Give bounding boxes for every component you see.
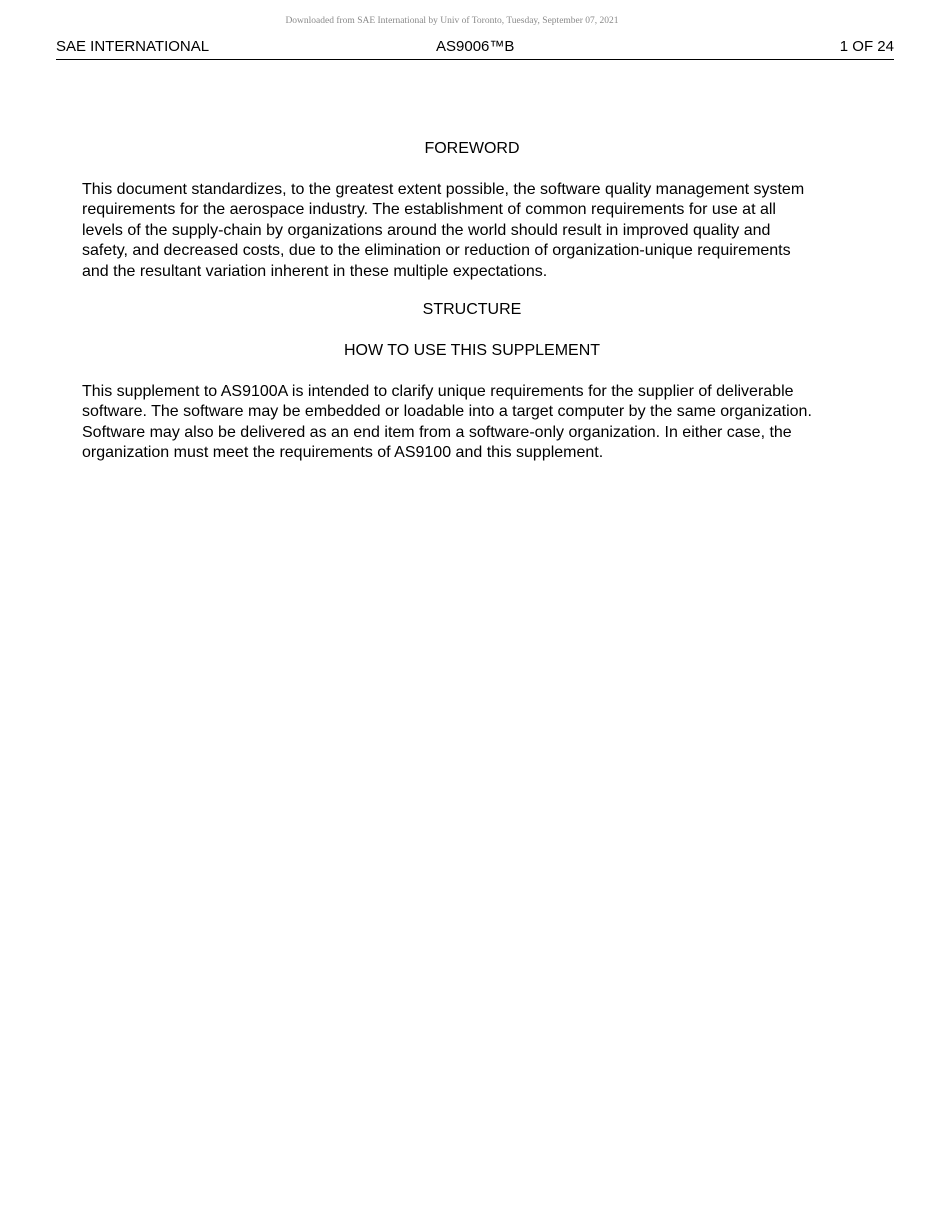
foreword-heading: FOREWORD bbox=[424, 140, 520, 157]
paragraph-line: Software may also be delivered as an end item from a software-only organization. In either case, the bbox=[82, 423, 792, 441]
foreword-paragraph bbox=[82, 180, 804, 282]
paragraph-line: levels of the supply-chain by organizations around the world should result in improved quality and bbox=[82, 221, 771, 239]
publisher-name: SAE INTERNATIONAL bbox=[56, 38, 210, 55]
paragraph-line: This document standardizes, to the greatest extent possible, the software quality management system bbox=[82, 181, 805, 198]
paragraph-line: requirements for the aerospace industry. The establishment of common requirements for use at all bbox=[82, 201, 776, 219]
paragraph-line: software. The software may be embedded or loadable into a target computer by the same organization. bbox=[82, 403, 812, 421]
page-number: 1 OF 24 bbox=[839, 38, 894, 55]
paragraph-line: safety, and decreased costs, due to the elimination or reduction of organization-unique requirements bbox=[82, 242, 791, 260]
structure-heading: STRUCTURE bbox=[422, 301, 522, 318]
paragraph-line: organization must meet the requirements of AS9100 and this supplement. bbox=[82, 444, 604, 462]
paragraph-line: and the resultant variation inherent in these multiple expectations. bbox=[82, 262, 548, 280]
paragraph-line: This supplement to AS9100A is intended to clarify unique requirements for the supplier of deliverable bbox=[82, 383, 794, 400]
running-header bbox=[56, 37, 894, 60]
download-notice: Downloaded from SAE International by Univ of Toronto, Tuesday, September 07, 2021 bbox=[285, 16, 619, 26]
document-number: AS9006™B bbox=[436, 38, 515, 55]
how-to-use-heading: HOW TO USE THIS SUPPLEMENT bbox=[343, 342, 601, 359]
how-to-use-paragraph bbox=[82, 382, 812, 464]
